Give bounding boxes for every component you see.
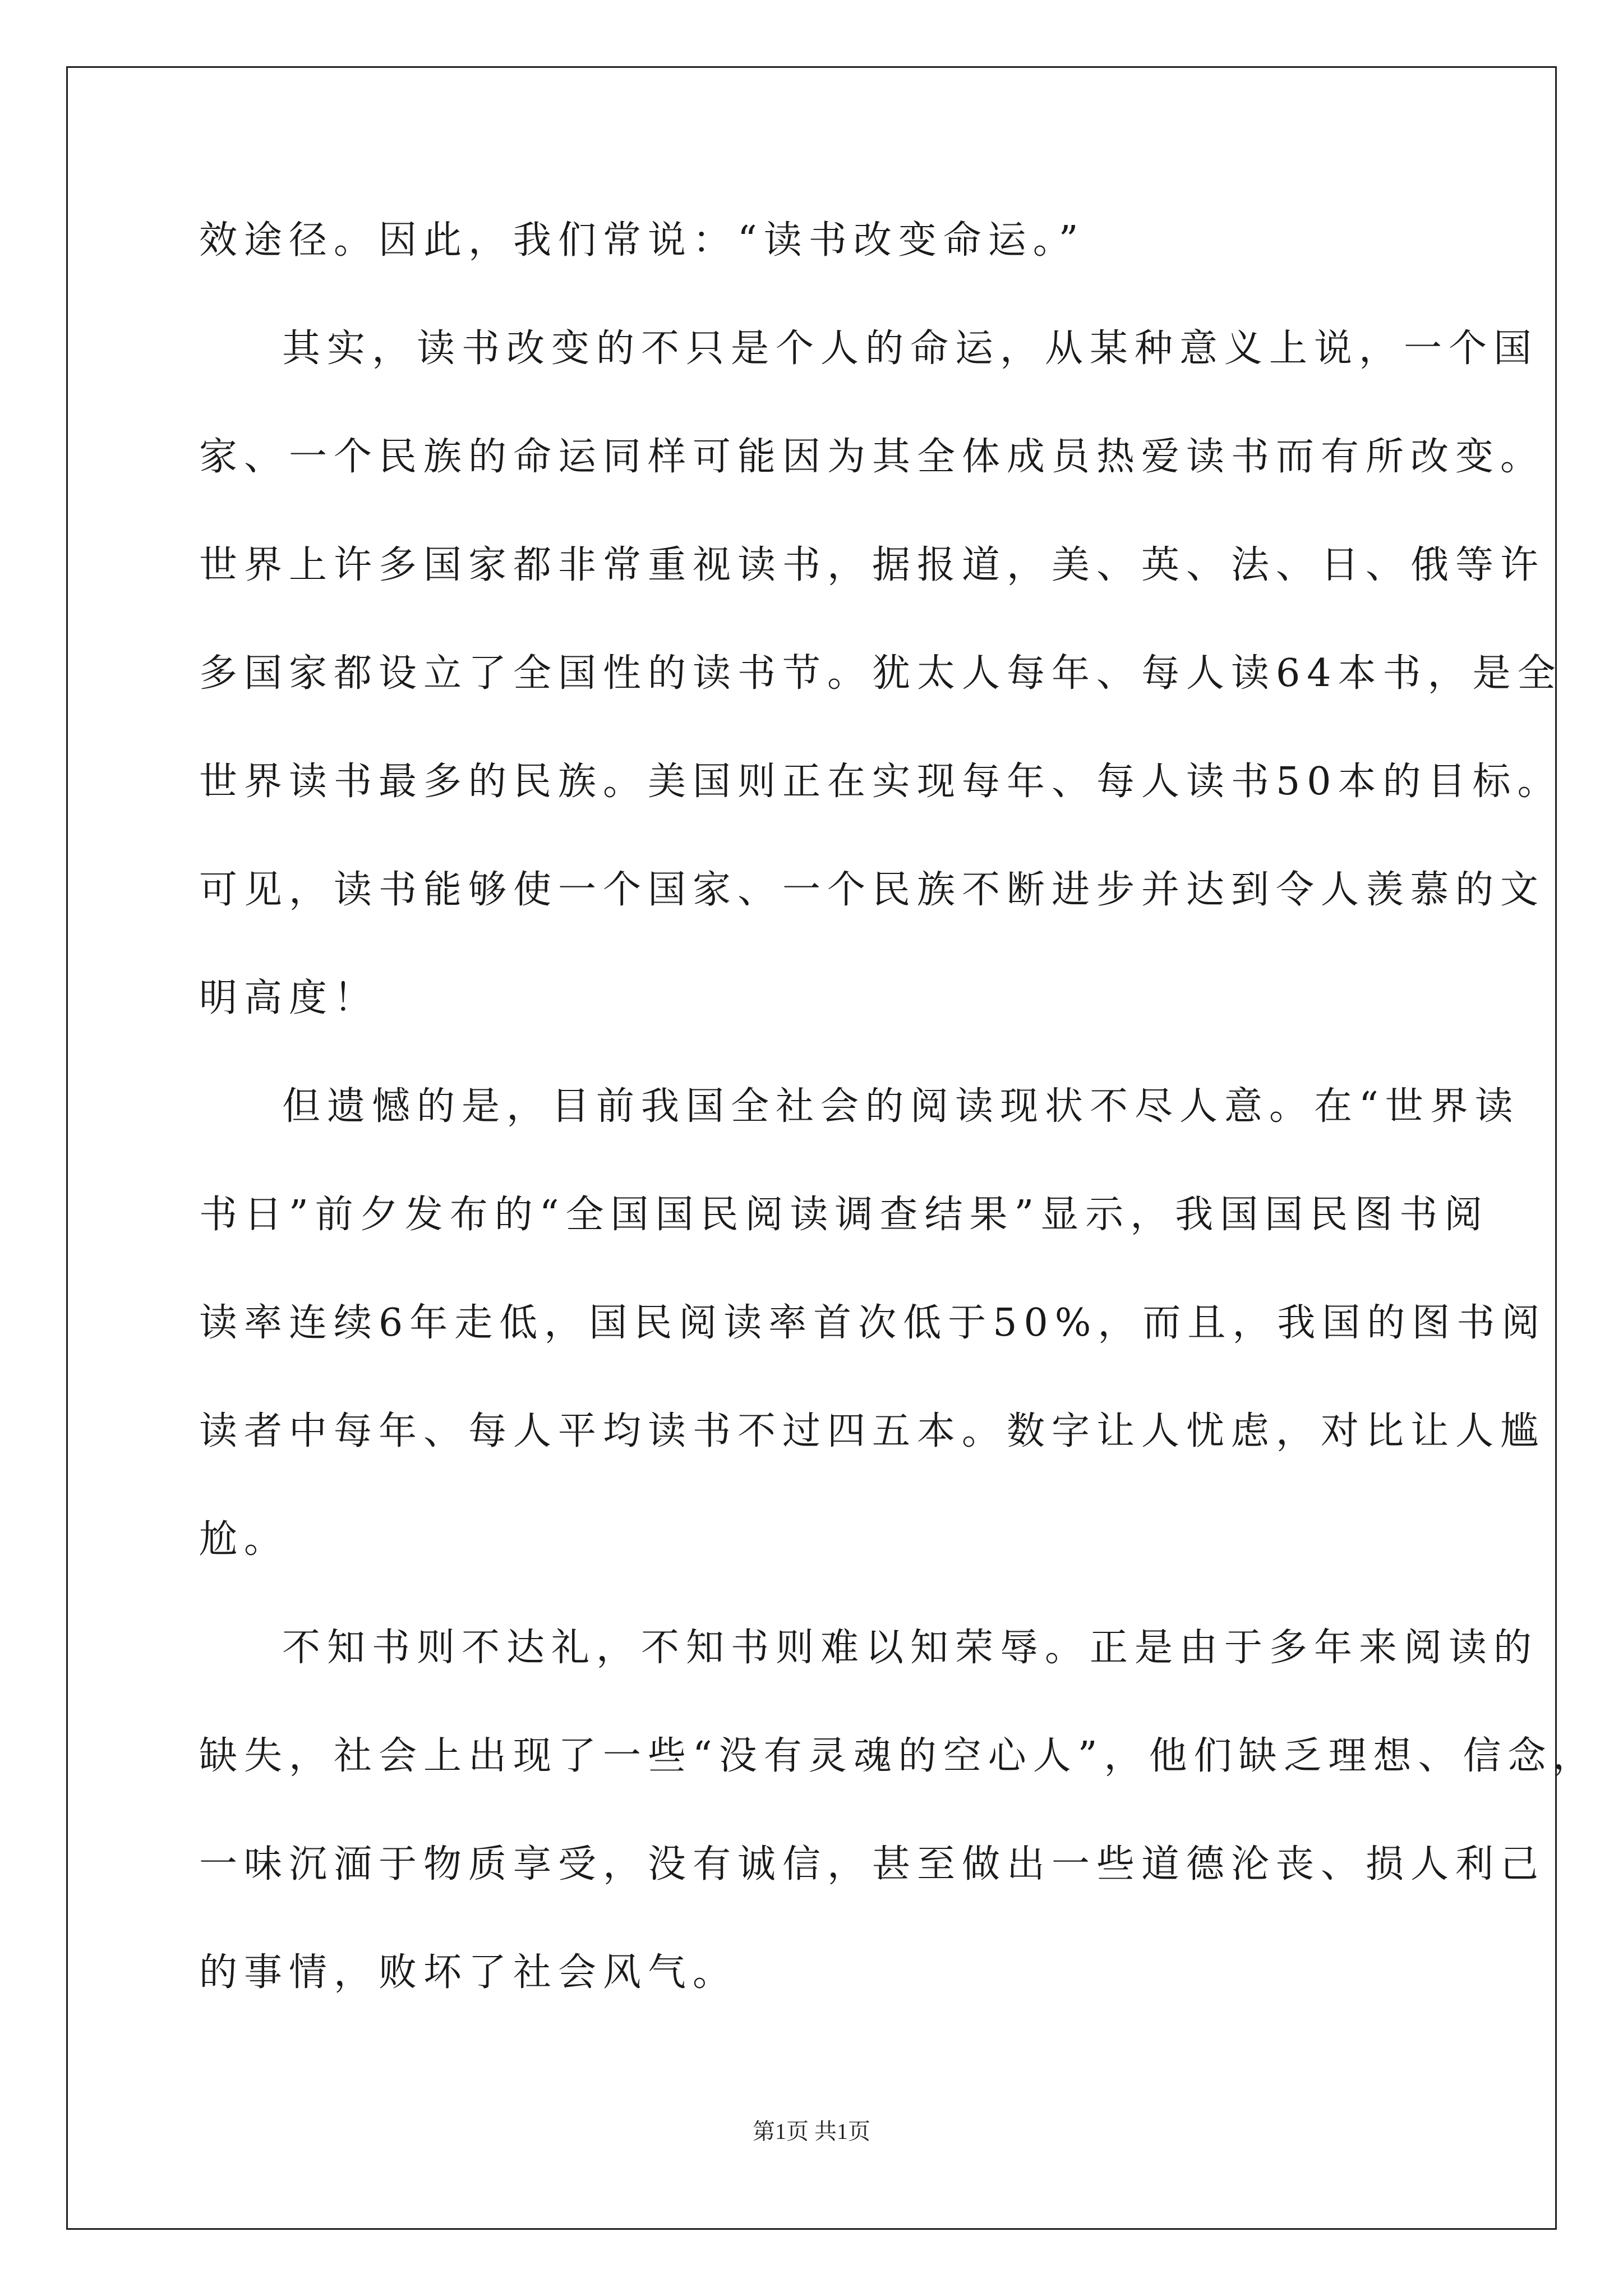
text-line: 多国家都设立了全国性的读书节。犹太人每年、每人读64本书，是全 bbox=[199, 651, 1562, 696]
text-line: 世界上许多国家都非常重视读书，据报道，美、英、法、日、俄等许 bbox=[199, 543, 1546, 587]
text-line: 效途径。因此，我们常说：“读书改变命运。” bbox=[199, 218, 1085, 263]
document-body bbox=[199, 218, 1598, 2062]
text-line: 明高度！ bbox=[199, 976, 379, 1020]
text-line: 世界读书最多的民族。美国则正在实现每年、每人读书50本的目标。 bbox=[199, 760, 1562, 804]
text-line: 的事情，败坏了社会风气。 bbox=[199, 1950, 738, 1995]
text-line: 家、一个民族的命运同样可能因为其全体成员热爱读书而有所改变。 bbox=[199, 435, 1546, 479]
text-line: 读率连续6年走低，国民阅读率首次低于50%，而且，我国的图书阅 bbox=[199, 1301, 1547, 1345]
paragraph-start-line: 但遗憾的是，目前我国全社会的阅读现状不尽人意。在“世界读 bbox=[282, 1084, 1520, 1129]
paragraph-start-line: 不知书则不达礼，不知书则难以知荣辱。正是由于多年来阅读的 bbox=[282, 1626, 1539, 1670]
text-line: 书日”前夕发布的“全国国民阅读调查结果”显示，我国国民图书阅 bbox=[199, 1193, 1490, 1237]
text-line: 缺失，社会上出现了一些“没有灵魂的空心人”，他们缺乏理想、信念， bbox=[199, 1734, 1598, 1778]
text-line: 读者中每年、每人平均读书不过四五本。数字让人忧虑，对比让人尴 bbox=[199, 1409, 1546, 1453]
text-line: 可见，读书能够使一个国家、一个民族不断进步并达到令人羡慕的文 bbox=[199, 868, 1546, 912]
text-line: 一味沉湎于物质享受，没有诚信，甚至做出一些道德沦丧、损人利己 bbox=[199, 1842, 1546, 1887]
paragraph-start-line: 其实，读书改变的不只是个人的命运，从某种意义上说，一个国 bbox=[282, 326, 1539, 371]
page-footer: 第1页 共1页 bbox=[753, 2119, 870, 2144]
text-line: 尬。 bbox=[199, 1517, 289, 1562]
